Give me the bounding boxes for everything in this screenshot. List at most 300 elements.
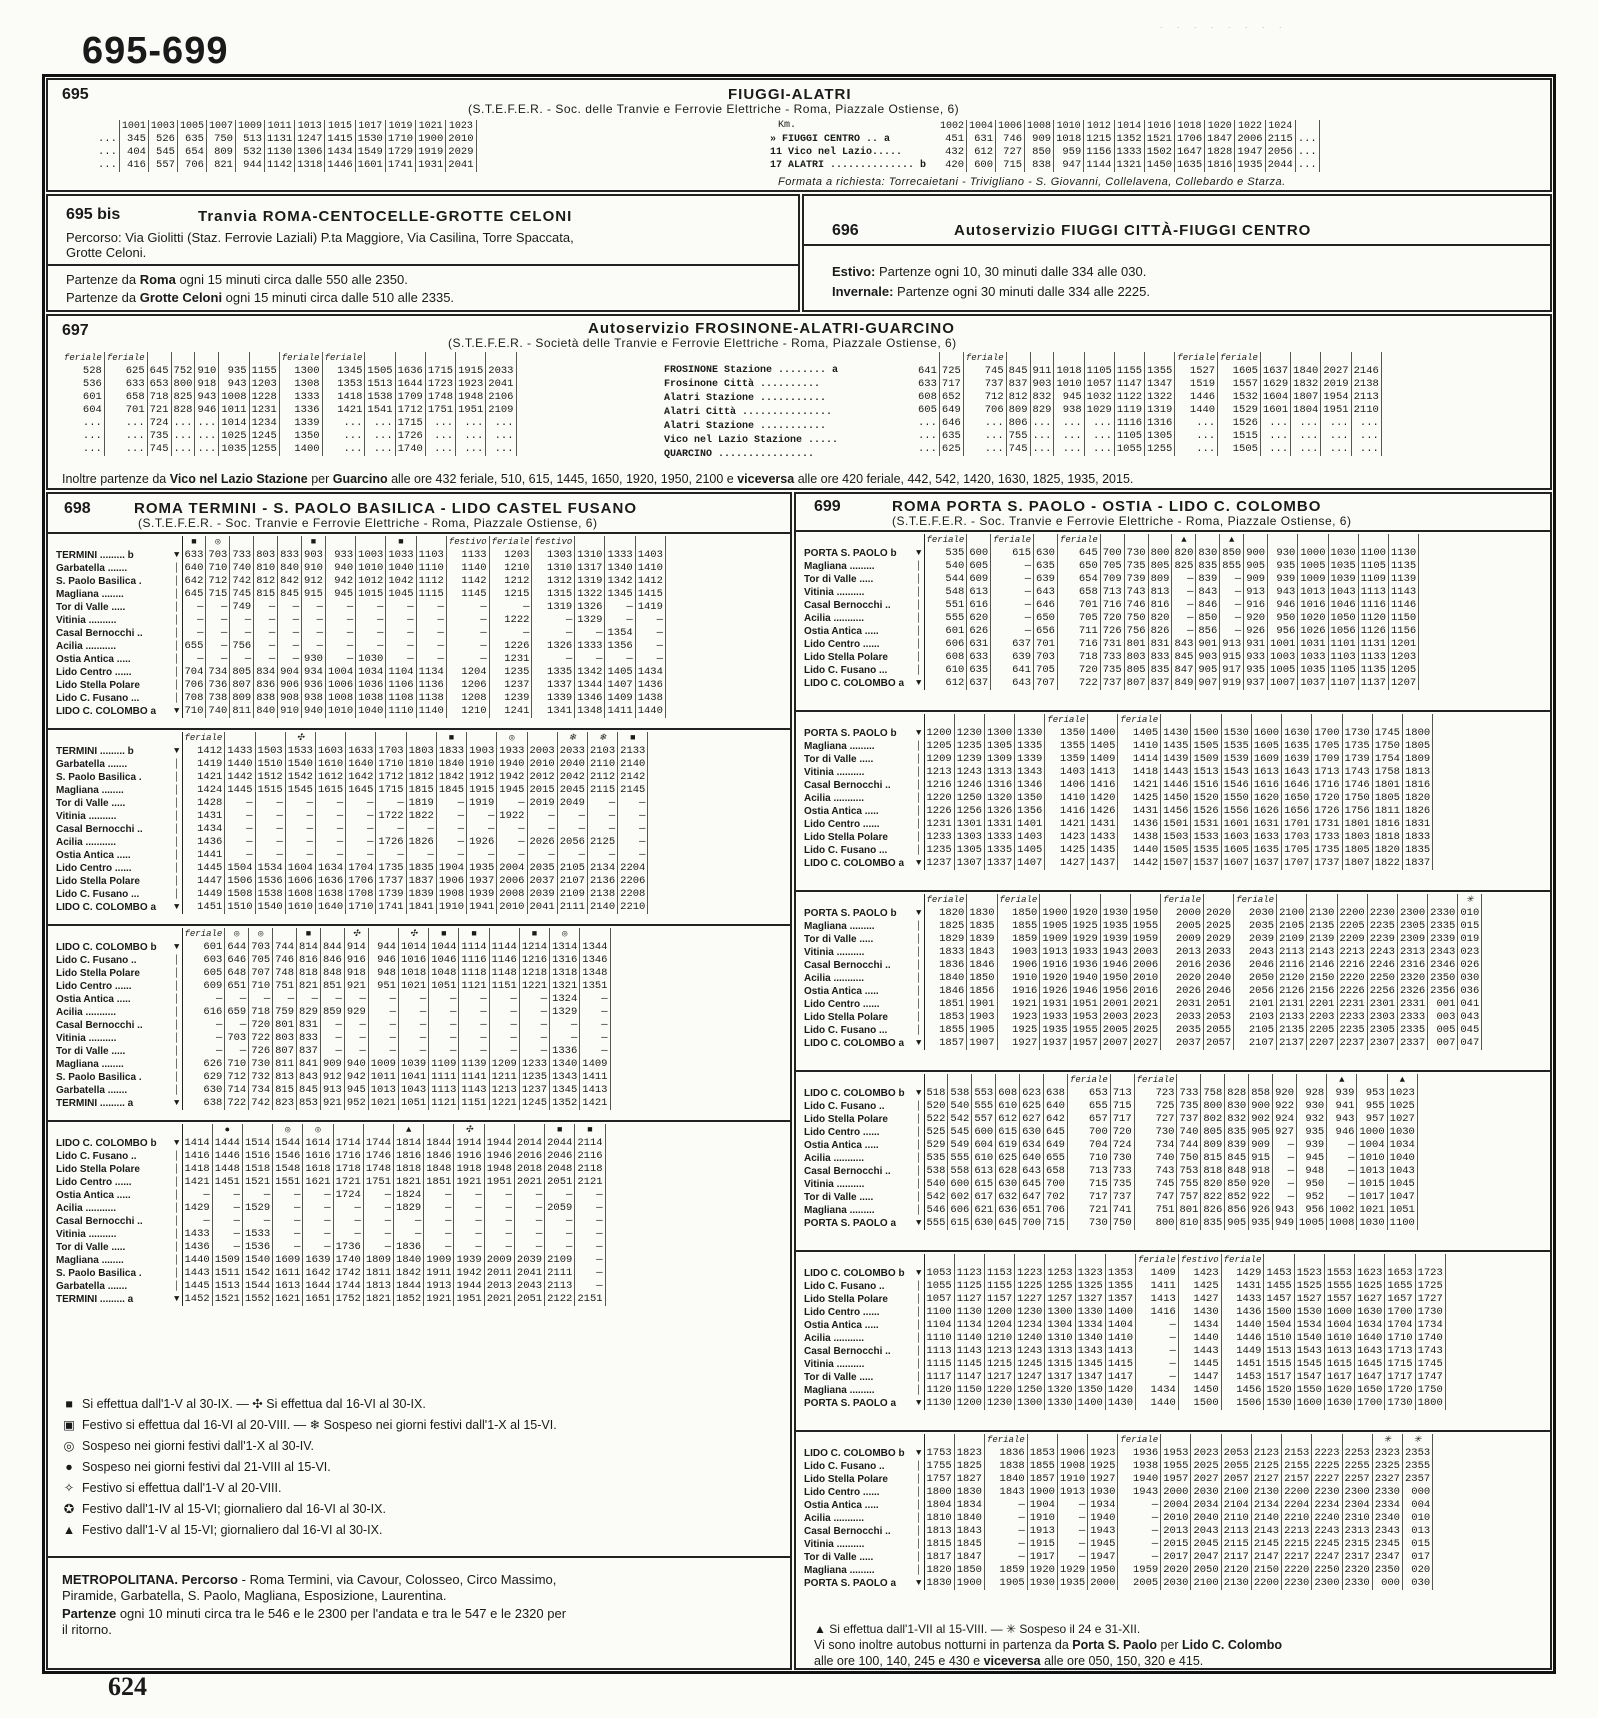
time-cell: —: [575, 1254, 605, 1267]
time-cell: 1947: [1088, 1551, 1118, 1564]
time-cell: 1040: [356, 705, 386, 718]
direction-arrow-icon: ▼: [172, 1137, 182, 1150]
time-cell: 1846: [967, 959, 997, 972]
time-cell: 1750: [1415, 1384, 1445, 1397]
time-cell: 912: [302, 575, 326, 588]
time-cell: 1754: [1372, 753, 1402, 766]
table-row: [54, 1176, 605, 1189]
time-cell: 532: [235, 146, 264, 159]
time-cell: 1350: [1015, 792, 1045, 805]
time-cell: 2026: [1161, 985, 1204, 998]
time-cell: 753: [1177, 1165, 1201, 1178]
station-name: Lido Centro ......: [804, 819, 880, 830]
time-cell: 1405: [1015, 844, 1045, 857]
service-mark: feriale: [1134, 1074, 1177, 1087]
service-mark: [484, 1124, 514, 1137]
time-cell: 828: [171, 404, 195, 417]
time-cell: 809: [1201, 1139, 1225, 1152]
station-name: Acilia ...........: [56, 837, 117, 848]
time-cell: 2217: [1282, 1551, 1312, 1564]
time-cell: 1314: [550, 941, 580, 954]
time-cell: 1851: [924, 998, 967, 1011]
time-cell: 715: [1110, 1100, 1134, 1113]
time-cell: 1637: [1260, 365, 1290, 378]
time-cell: 818: [1201, 1165, 1225, 1178]
service-mark-row: [802, 894, 1482, 907]
spacer-cell: [1295, 120, 1319, 133]
time-cell: 2316: [1397, 959, 1427, 972]
time-cell: 2112: [587, 771, 617, 784]
time-cell: 1350: [1045, 727, 1088, 740]
time-cell: 1913: [1057, 1486, 1087, 1499]
time-cell: 2008: [497, 888, 527, 901]
direction-line: │: [914, 1204, 924, 1217]
time-cell: 743: [1134, 1165, 1177, 1178]
service-mark: [1088, 1434, 1118, 1447]
table-row: [54, 588, 665, 601]
time-cell: 1856: [967, 985, 997, 998]
timetable-block: [796, 1070, 1552, 1250]
service-mark: [1342, 1434, 1372, 1447]
time-cell: 1959: [1118, 1564, 1161, 1577]
time-cell: 700: [1067, 1126, 1110, 1139]
direction-line: │: [172, 1254, 182, 1267]
time-cell: 1400: [1088, 727, 1118, 740]
time-cell: 2113: [1277, 946, 1307, 959]
time-cell: 654: [177, 146, 206, 159]
time-cell: 1824: [394, 1189, 424, 1202]
time-cell: 2003: [527, 745, 557, 758]
time-cell: 1727: [1415, 1293, 1445, 1306]
time-cell: 2015: [1161, 1538, 1191, 1551]
time-cell: 948: [368, 967, 398, 980]
direction-arrow-icon: ▼: [172, 705, 182, 718]
time-cell: 2134: [1251, 1499, 1281, 1512]
table-row: [802, 1397, 1445, 1410]
service-mark: [489, 928, 519, 941]
time-cell: 1939: [454, 1254, 484, 1267]
direction-line: │: [172, 692, 182, 705]
time-cell: 1206: [446, 679, 489, 692]
time-cell: 613: [972, 1165, 996, 1178]
time-cell: —: [212, 1189, 242, 1202]
time-cell: 2234: [1312, 1499, 1342, 1512]
time-cell: 045: [1458, 1024, 1482, 1037]
time-cell: 1835: [406, 862, 436, 875]
time-cell: —: [212, 1228, 242, 1241]
time-cell: 939: [1268, 573, 1298, 586]
time-cell: 1800: [924, 1486, 954, 1499]
service-mark: ▲: [1327, 1074, 1357, 1087]
time-cell: 1634: [315, 862, 345, 875]
time-cell: 1418: [1118, 766, 1161, 779]
station-name: Ostia Antica .....: [804, 986, 879, 997]
time-cell: 909: [1025, 133, 1054, 146]
time-cell: 1826: [406, 836, 436, 849]
direction-line: │: [914, 1512, 924, 1525]
time-cell: 1651: [303, 1293, 333, 1306]
time-cell: 635: [177, 133, 206, 146]
table-row: [802, 1486, 1433, 1499]
time-cell: 1836: [984, 1447, 1027, 1460]
time-cell: —: [273, 1215, 303, 1228]
time-cell: 803: [1124, 651, 1148, 664]
time-cell: —: [346, 810, 376, 823]
time-cell: 1113: [924, 1345, 954, 1358]
time-cell: 1410: [635, 562, 665, 575]
time-cell: 2135: [1277, 1024, 1307, 1037]
section-number: 696: [832, 222, 859, 239]
direction-line: │: [914, 831, 924, 844]
timetable-block: [796, 710, 1552, 890]
time-cell: 1833: [1402, 831, 1432, 844]
time-cell: 910: [278, 705, 302, 718]
time-cell: 1955: [1070, 1024, 1100, 1037]
time-cell: —: [386, 601, 416, 614]
time-cell: 814: [297, 941, 321, 954]
time-cell: ...: [1084, 430, 1114, 443]
time-cell: 2123: [1251, 1447, 1281, 1460]
time-cell: 734: [206, 666, 230, 679]
time-cell: 704: [1067, 1139, 1110, 1152]
time-cell: 2153: [1282, 1447, 1312, 1460]
table-row: [802, 818, 1433, 831]
time-cell: 1008: [325, 692, 355, 705]
time-cell: 015: [1402, 1538, 1432, 1551]
direction-line: │: [914, 651, 924, 664]
time-cell: 1122: [1114, 391, 1144, 404]
time-cell: 908: [278, 692, 302, 705]
time-cell: 1901: [967, 998, 997, 1011]
time-cell: 643: [1020, 1165, 1044, 1178]
time-cell: 2105: [557, 862, 587, 875]
time-cell: 1813: [1402, 766, 1432, 779]
direction-line: │: [914, 1165, 924, 1178]
time-cell: 1440: [635, 705, 665, 718]
direction-arrow-icon: ▼: [914, 1447, 924, 1460]
time-cell: 1004: [1357, 1139, 1387, 1152]
time-cell: —: [206, 614, 230, 627]
time-cell: 632: [996, 1191, 1020, 1204]
time-cell: 1414: [1118, 753, 1161, 766]
trip-number: 1020: [1205, 120, 1235, 133]
time-cell: 2137: [1277, 1037, 1307, 1050]
time-cell: —: [587, 810, 617, 823]
time-cell: —: [416, 627, 446, 640]
time-cell: 948: [1297, 1165, 1327, 1178]
time-cell: 1525: [1294, 1280, 1324, 1293]
table-row: [802, 1011, 1482, 1024]
service-mark: ■: [545, 1124, 575, 1137]
time-cell: 2230: [1282, 1577, 1312, 1590]
time-cell: 600: [967, 159, 996, 172]
time-cell: 041: [1458, 998, 1482, 1011]
time-cell: 1755: [924, 1460, 954, 1473]
time-cell: 1412: [635, 575, 665, 588]
time-cell: 2006: [1235, 133, 1265, 146]
time-cell: 1356: [605, 640, 635, 653]
time-cell: —: [984, 1538, 1027, 1551]
time-cell: 649: [1044, 1139, 1068, 1152]
time-cell: 1706: [1174, 133, 1204, 146]
time-cell: 1130: [1388, 547, 1418, 560]
time-cell: —: [182, 993, 225, 1006]
station-name: Magliana .........: [804, 741, 875, 752]
table-row: [54, 967, 610, 980]
time-cell: 1103: [1328, 651, 1358, 664]
time-cell: 522: [924, 1113, 948, 1126]
time-cell: 1936: [1118, 1447, 1161, 1460]
time-cell: 716: [1057, 638, 1100, 651]
time-cell: 1439: [1161, 753, 1191, 766]
time-cell: 2300: [1312, 1577, 1342, 1590]
time-cell: 2223: [1312, 1447, 1342, 1460]
time-cell: 1530: [1294, 1306, 1324, 1319]
direction-line: │: [914, 1139, 924, 1152]
station-name: PORTA S. PAOLO a: [804, 1578, 897, 1589]
time-cell: 1033: [386, 549, 416, 562]
table-row: [802, 1139, 1417, 1152]
time-cell: 1210: [984, 1332, 1014, 1345]
time-cell: 1455: [1264, 1280, 1294, 1293]
time-cell: 737: [1100, 677, 1124, 690]
time-cell: 1023: [1387, 1087, 1417, 1100]
time-cell: 1250: [1015, 1384, 1045, 1397]
trip-number: 1010: [1054, 120, 1084, 133]
time-cell: 2130: [1307, 907, 1337, 920]
legend-item: [62, 1415, 557, 1436]
time-cell: 658: [104, 391, 147, 404]
time-cell: 1303: [532, 549, 575, 562]
time-cell: 1446: [1175, 391, 1218, 404]
time-cell: 551: [924, 599, 967, 612]
time-cell: 1305: [954, 844, 984, 857]
time-cell: 1942: [497, 771, 527, 784]
time-cell: ...: [1175, 430, 1218, 443]
time-cell: 737: [963, 378, 1006, 391]
table-row: [938, 146, 1319, 159]
time-cell: 1726: [395, 430, 425, 443]
time-cell: 1319: [575, 575, 605, 588]
time-cell: 1739: [1342, 753, 1372, 766]
table-row: [62, 417, 516, 430]
station-name: Lido Centro ......: [804, 999, 880, 1010]
time-cell: 1615: [1324, 1358, 1354, 1371]
time-cell: 717: [939, 378, 963, 391]
service-mark: [1225, 1074, 1249, 1087]
service-mark: [1057, 1434, 1087, 1447]
time-cell: 1409: [605, 692, 635, 705]
time-cell: 2003: [1131, 946, 1161, 959]
time-cell: 544: [924, 573, 967, 586]
time-cell: 1919: [416, 146, 446, 159]
time-cell: 1203: [489, 549, 532, 562]
time-cell: 2039: [527, 888, 557, 901]
time-cell: 1705: [1282, 844, 1312, 857]
time-cell: ...: [1260, 417, 1290, 430]
time-cell: 1041: [398, 1071, 428, 1084]
time-cell: 2107: [557, 875, 587, 888]
direction-line: │: [172, 614, 182, 627]
spacer-cell: [54, 536, 172, 549]
timetable-697-right: [916, 352, 1382, 456]
table-row: [802, 844, 1433, 857]
time-cell: 1101: [1328, 638, 1358, 651]
direction-arrow-icon: ▼: [914, 1397, 924, 1410]
time-cell: 1339: [532, 692, 575, 705]
time-cell: —: [273, 1202, 303, 1215]
time-cell: 641: [916, 365, 939, 378]
departures-grotte: Partenze da Grotte Celoni ogni 15 minuti circa dalle 510 alle 2335.: [66, 290, 455, 305]
service-mark: ◎: [303, 1124, 333, 1137]
time-cell: ...: [1054, 443, 1084, 456]
time-cell: 2016: [1131, 985, 1161, 998]
time-cell: 927: [1273, 1126, 1297, 1139]
time-cell: 1400: [279, 443, 322, 456]
time-cell: —: [1220, 599, 1244, 612]
direction-line: │: [172, 1280, 182, 1293]
time-cell: 946: [1268, 599, 1298, 612]
time-cell: 416: [119, 159, 148, 172]
table-row: [96, 133, 476, 146]
time-cell: 952: [1297, 1191, 1327, 1204]
time-cell: 2033: [1204, 946, 1234, 959]
service-mark: [1161, 714, 1191, 727]
company-line: (S.T.E.F.E.R. - Soc. Tranvie e Ferrovie Elettriche - Roma, Piazzale Ostiense, 6): [138, 516, 598, 530]
time-cell: 1546: [1221, 779, 1251, 792]
table-row: [802, 907, 1482, 920]
time-cell: —: [991, 560, 1034, 573]
time-cell: 655: [1044, 1152, 1068, 1165]
time-cell: 1137: [1358, 677, 1388, 690]
time-cell: 933: [1244, 651, 1268, 664]
spacer-cell: [802, 534, 914, 547]
table-row: [54, 1058, 610, 1071]
time-cell: 1225: [1015, 1280, 1045, 1293]
table-row: [54, 575, 665, 588]
time-cell: 1434: [1136, 1384, 1179, 1397]
section-title: ROMA TERMINI - S. PAOLO BASILICA - LIDO CASTEL FUSANO: [134, 500, 637, 517]
time-cell: 1340: [550, 1058, 580, 1071]
time-cell: 2035: [1161, 1024, 1204, 1037]
time-cell: 1909: [424, 1254, 454, 1267]
time-cell: 628: [996, 1165, 1020, 1178]
service-mark: ■: [575, 1124, 605, 1137]
time-cell: 2103: [587, 745, 617, 758]
time-cell: 812: [254, 575, 278, 588]
time-cell: —: [206, 640, 230, 653]
time-cell: 1956: [1100, 985, 1130, 998]
time-cell: 2109: [486, 404, 516, 417]
time-cell: 2146: [1351, 365, 1381, 378]
table-row: [802, 1217, 1417, 1230]
time-cell: 2114: [575, 1137, 605, 1150]
time-cell: 1057: [924, 1293, 954, 1306]
table-row: [802, 1345, 1445, 1358]
service-mark: ▲: [1387, 1074, 1417, 1087]
table-row: [54, 954, 610, 967]
direction-line: │: [172, 810, 182, 823]
time-cell: 1537: [1191, 857, 1221, 870]
direction-line: │: [172, 1215, 182, 1228]
service-mark: [1221, 714, 1251, 727]
timetable-grid: [802, 534, 1419, 690]
time-cell: 1326: [532, 640, 575, 653]
time-cell: 1421: [182, 1176, 212, 1189]
time-cell: 1840: [924, 972, 967, 985]
time-cell: —: [467, 849, 497, 862]
time-cell: 1330: [1015, 727, 1045, 740]
trip-number-row: [938, 120, 1319, 133]
time-cell: 924: [1273, 1113, 1297, 1126]
time-cell: 945: [1054, 391, 1084, 404]
direction-line: │: [914, 1384, 924, 1397]
time-cell: 1321: [1114, 159, 1144, 172]
time-cell: 1927: [1088, 1473, 1118, 1486]
time-cell: —: [344, 993, 368, 1006]
time-cell: 1127: [954, 1293, 984, 1306]
time-cell: 603: [182, 954, 225, 967]
time-cell: 1021: [398, 980, 428, 993]
time-cell: 1409: [580, 1058, 610, 1071]
time-cell: 2021: [514, 1176, 544, 1189]
time-cell: 1330: [1045, 1397, 1075, 1410]
time-cell: 2200: [1282, 1486, 1312, 1499]
station-name: Lido Stella Polare: [804, 1474, 888, 1485]
time-cell: 1850: [997, 907, 1040, 920]
table-row: [54, 640, 665, 653]
time-cell: 850: [1225, 1178, 1249, 1191]
time-cell: 1835: [967, 920, 997, 933]
time-cell: 2055: [1221, 1460, 1251, 1473]
direction-arrow-icon: ▼: [914, 677, 924, 690]
table-row: [802, 766, 1433, 779]
timetable-block: [48, 924, 792, 1120]
time-cell: ...: [1030, 417, 1054, 430]
time-cell: 2040: [557, 758, 587, 771]
time-cell: 518: [924, 1087, 948, 1100]
direction-line: │: [914, 972, 924, 985]
time-cell: —: [984, 1551, 1027, 1564]
time-cell: 1730: [1385, 1397, 1415, 1410]
time-cell: 1353: [322, 378, 365, 391]
time-cell: 630: [996, 1178, 1020, 1191]
service-mark: [1337, 894, 1367, 907]
time-cell: 1050: [1328, 612, 1358, 625]
table-row: [802, 1525, 1433, 1538]
time-cell: 1920: [1027, 1564, 1057, 1577]
time-cell: 1004: [325, 666, 355, 679]
time-cell: 839: [1225, 1139, 1249, 1152]
time-cell: —: [1220, 586, 1244, 599]
time-cell: 1550: [1294, 1384, 1324, 1397]
time-cell: 1155: [1114, 365, 1144, 378]
direction-line: │: [172, 980, 182, 993]
service-mark: ●: [212, 1124, 242, 1137]
time-cell: 1231: [249, 404, 279, 417]
time-cell: 943: [195, 391, 219, 404]
station-name: Vitinia ..........: [56, 1033, 117, 1044]
time-cell: 1115: [416, 588, 446, 601]
time-cell: 606: [924, 638, 967, 651]
service-mark: [1351, 352, 1381, 365]
time-cell: 711: [1057, 625, 1100, 638]
time-cell: 1010: [356, 562, 386, 575]
time-cell: 835: [1196, 560, 1220, 573]
time-cell: 1627: [1355, 1293, 1385, 1306]
time-cell: —: [454, 1215, 484, 1228]
time-cell: 1438: [1118, 831, 1161, 844]
